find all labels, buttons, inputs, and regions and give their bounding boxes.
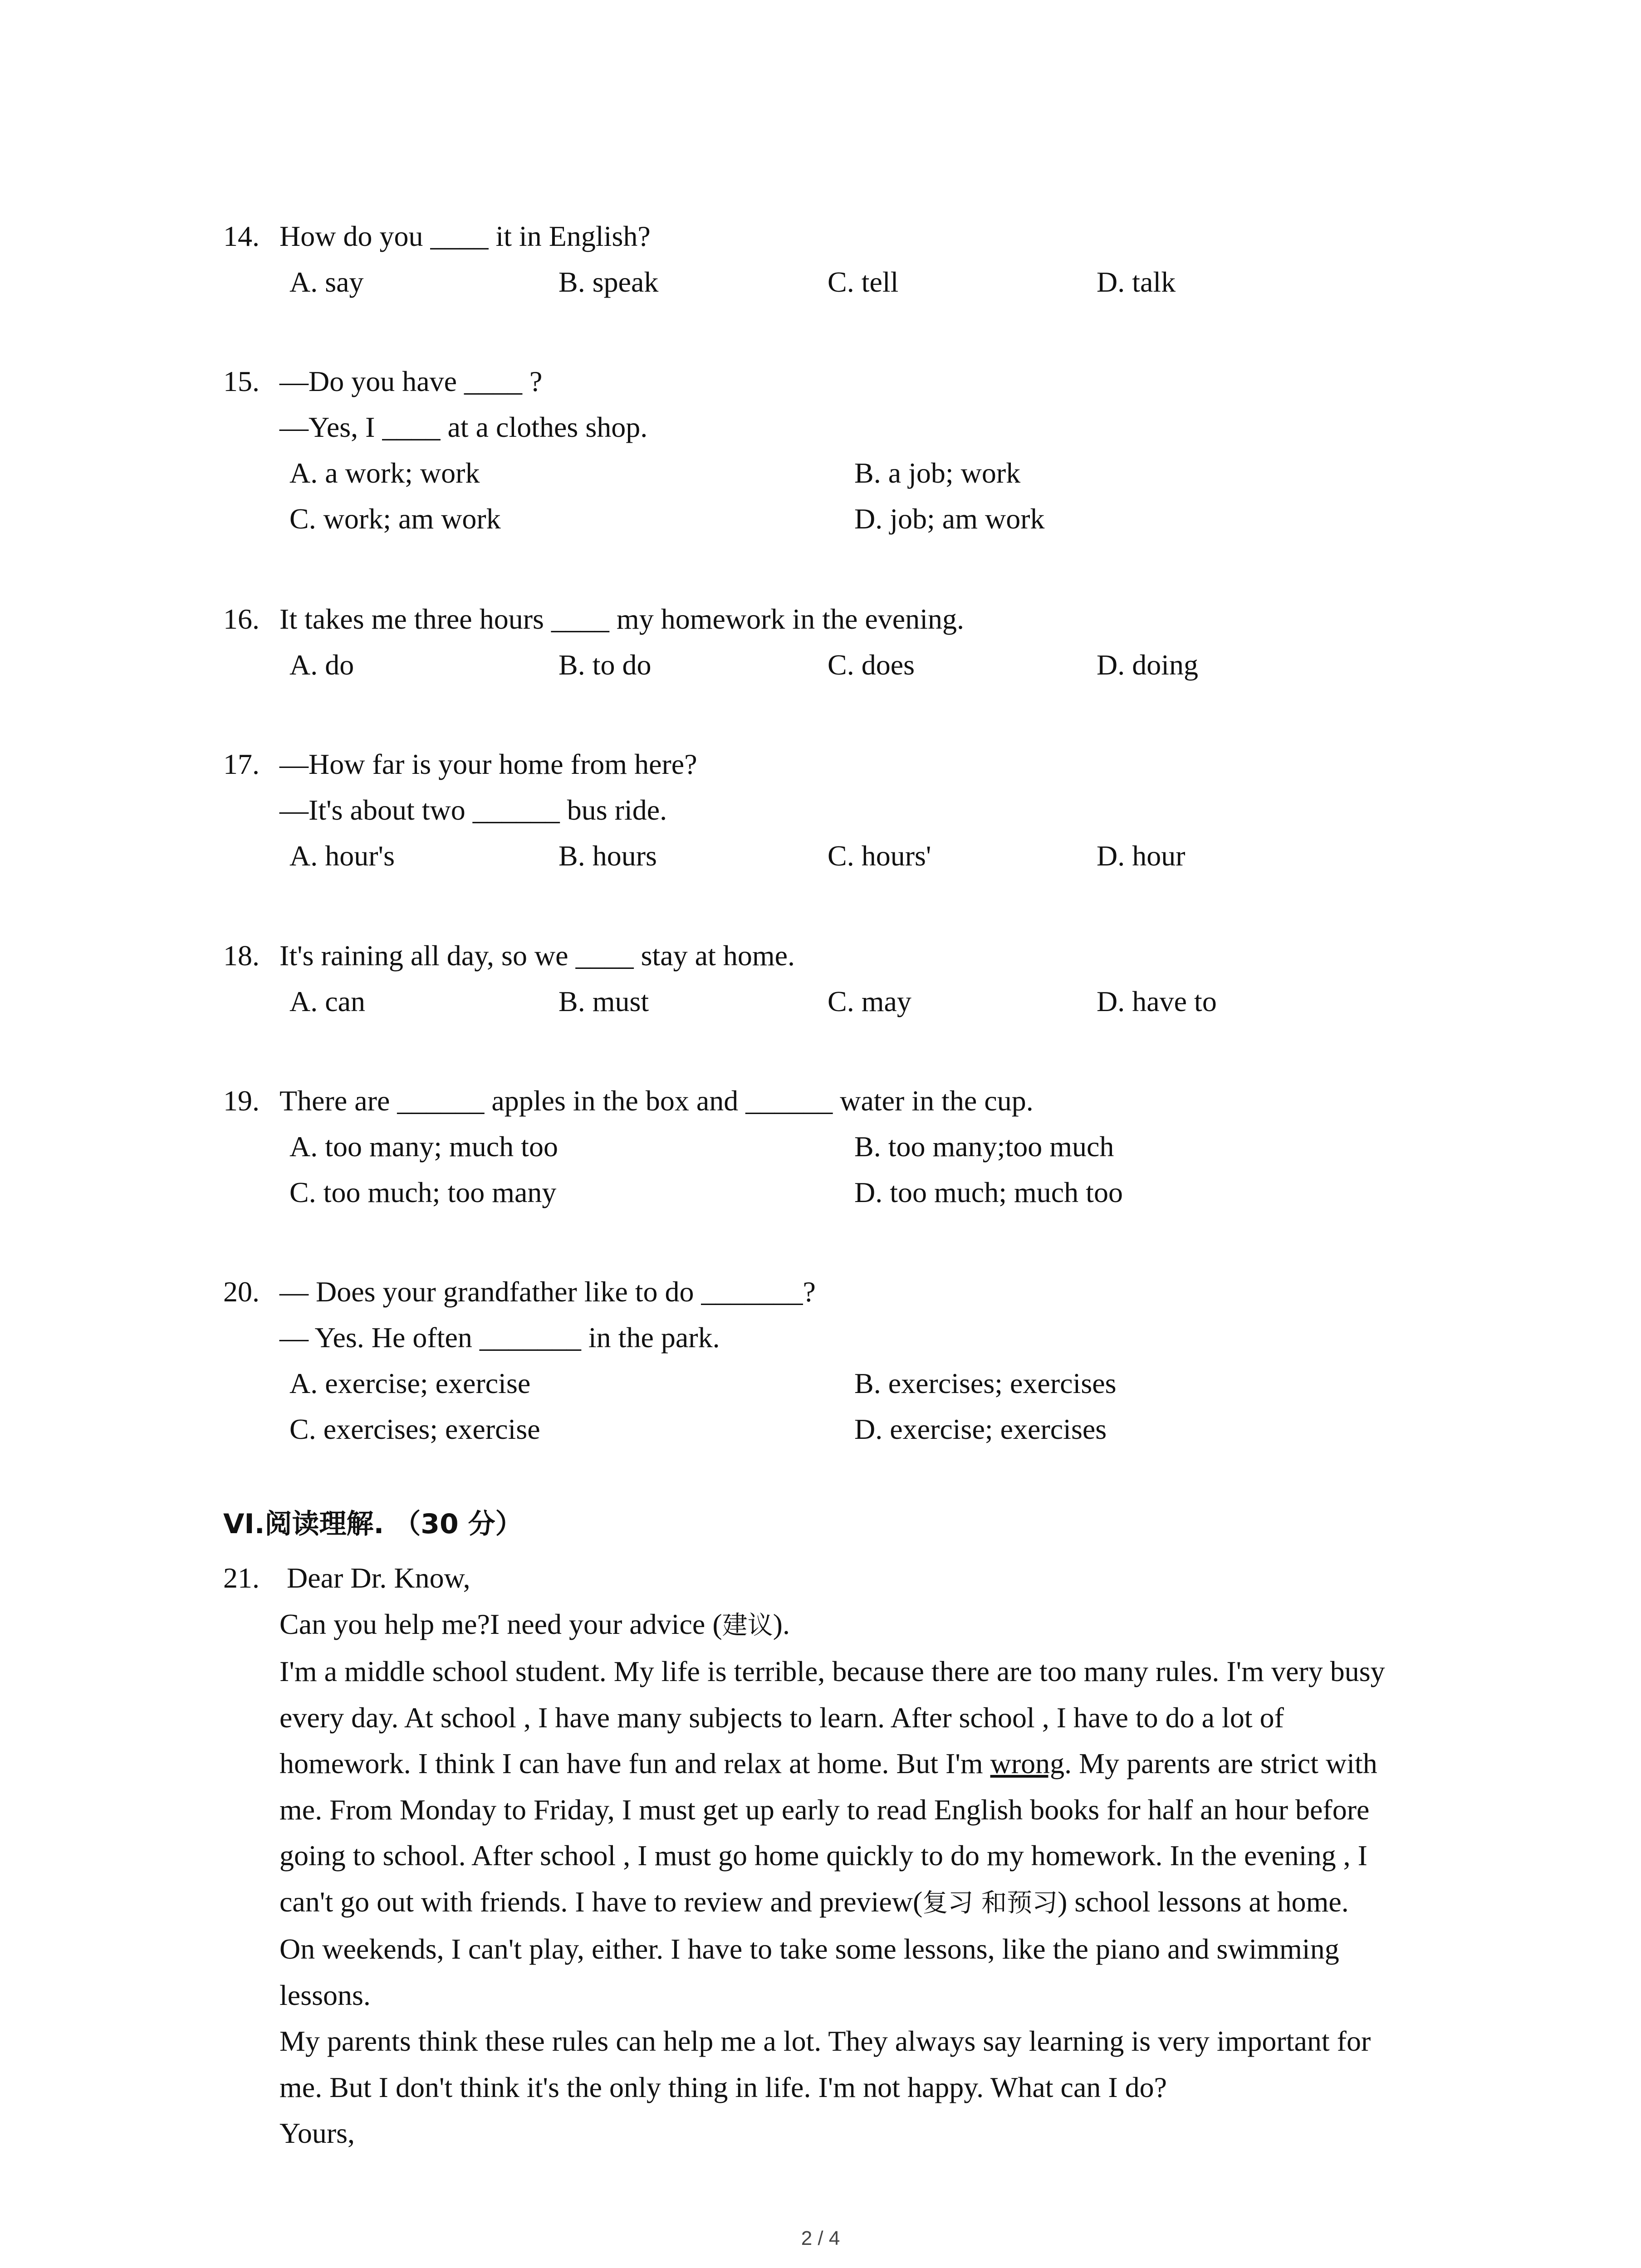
option-c[interactable]: C. may xyxy=(828,985,911,1017)
option-b[interactable]: B. a job; work xyxy=(854,457,1021,489)
passage-line: me. But I don't think it's the only thing in life. I'm not happy. What can I do? xyxy=(279,2071,1167,2103)
option-c[interactable]: C. exercises; exercise xyxy=(289,1413,540,1445)
option-d[interactable]: D. job; am work xyxy=(854,503,1045,535)
passage-line: My parents think these rules can help me a lot. They always say learning is very important for xyxy=(279,2025,1371,2057)
option-d[interactable]: D. hour xyxy=(1097,840,1185,872)
option-c[interactable]: C. hours' xyxy=(828,840,931,872)
passage-line xyxy=(223,1879,1448,1926)
passage-line: lessons. xyxy=(279,1979,371,2011)
question-number: 20. xyxy=(223,1276,260,1308)
question-16 xyxy=(223,596,1494,688)
option-a[interactable]: A. say xyxy=(289,266,364,298)
option-b[interactable]: B. hours xyxy=(558,840,657,872)
option-c[interactable]: C. tell xyxy=(828,266,899,298)
option-d[interactable]: D. doing xyxy=(1097,649,1198,681)
question-number: 15. xyxy=(223,365,260,397)
question-number: 16. xyxy=(223,603,260,635)
question-number: 21. xyxy=(223,1562,260,1594)
option-d[interactable]: D. too much; much too xyxy=(854,1176,1123,1208)
underlined-word: wrong xyxy=(990,1747,1065,1779)
text-segment: ) school lessons at home. xyxy=(1058,1885,1349,1918)
chinese-gloss: 复习 和预习 xyxy=(922,1888,1058,1918)
question-17 xyxy=(223,741,1494,879)
option-a[interactable]: A. do xyxy=(289,649,354,681)
option-a[interactable]: A. a work; work xyxy=(289,457,480,489)
question-text: —Yes, I ____ at a clothes shop. xyxy=(279,411,648,443)
question-text: It's raining all day, so we ____ stay at home. xyxy=(279,939,795,972)
option-b[interactable]: B. to do xyxy=(558,649,652,681)
option-b[interactable]: B. speak xyxy=(558,266,659,298)
passage-line: every day. At school , I have many subjects to learn. After school , I have to do a lot of xyxy=(279,1701,1284,1734)
passage-line: I'm a middle school student. My life is terrible, because there are too many rules. I'm very busy xyxy=(279,1655,1385,1687)
question-text: —Do you have ____ ? xyxy=(279,365,543,397)
question-14 xyxy=(223,213,1494,305)
text-segment: . My parents are strict with xyxy=(1064,1747,1377,1779)
reading-passage xyxy=(223,1555,1448,2156)
passage-line: On weekends, I can't play, either. I have to take some lessons, like the piano and swimming xyxy=(279,1933,1339,1965)
option-d[interactable]: D. talk xyxy=(1097,266,1176,298)
letter-greeting: Dear Dr. Know, xyxy=(287,1562,470,1594)
option-c[interactable]: C. too much; too many xyxy=(289,1176,557,1208)
question-20 xyxy=(223,1269,1494,1452)
question-text: How do you ____ it in English? xyxy=(279,220,651,252)
text-segment: can't go out with friends. I have to review and preview( xyxy=(279,1885,923,1918)
question-15 xyxy=(223,358,1494,542)
question-text: —How far is your home from here? xyxy=(279,748,697,780)
option-a[interactable]: A. can xyxy=(289,985,366,1017)
option-b[interactable]: B. too many;too much xyxy=(854,1130,1114,1163)
chinese-gloss: 建议 xyxy=(722,1610,773,1640)
question-text: It takes me three hours ____ my homework in the evening. xyxy=(279,603,964,635)
question-number: 14. xyxy=(223,220,260,252)
passage-line xyxy=(223,1601,1448,1649)
text-segment: ). xyxy=(773,1608,790,1640)
option-a[interactable]: A. hour's xyxy=(289,840,395,872)
option-a[interactable]: A. too many; much too xyxy=(289,1130,558,1163)
option-c[interactable]: C. work; am work xyxy=(289,503,501,535)
option-c[interactable]: C. does xyxy=(828,649,915,681)
option-b[interactable]: B. must xyxy=(558,985,649,1017)
reading-first-line xyxy=(223,1555,1448,1601)
question-number: 18. xyxy=(223,939,260,972)
question-text: — Does your grandfather like to do _______? xyxy=(279,1276,816,1308)
question-18 xyxy=(223,933,1494,1024)
text-segment: homework. I think I can have fun and relax at home. But I'm xyxy=(279,1747,990,1779)
text-segment: Can you help me?I need your advice ( xyxy=(279,1608,722,1640)
option-b[interactable]: B. exercises; exercises xyxy=(854,1367,1117,1399)
option-a[interactable]: A. exercise; exercise xyxy=(289,1367,531,1399)
question-number: 17. xyxy=(223,748,260,780)
section-heading: VI.阅读理解. （30 分） xyxy=(223,1508,523,1540)
question-19 xyxy=(223,1078,1494,1215)
question-number: 19. xyxy=(223,1085,260,1117)
passage-line: me. From Monday to Friday, I must get up early to read English books for half an hour before xyxy=(279,1793,1370,1826)
passage-line xyxy=(223,1740,1448,1787)
question-text: —It's about two ______ bus ride. xyxy=(279,794,667,826)
question-text: — Yes. He often _______ in the park. xyxy=(279,1321,720,1354)
option-d[interactable]: D. have to xyxy=(1097,985,1217,1017)
passage-line: going to school. After school , I must go home quickly to do my homework. In the evening , I xyxy=(279,1839,1367,1872)
option-d[interactable]: D. exercise; exercises xyxy=(854,1413,1107,1445)
page-number: 2 / 4 xyxy=(801,2227,840,2249)
letter-signoff: Yours, xyxy=(279,2117,355,2149)
question-text: There are ______ apples in the box and ______ water in the cup. xyxy=(279,1085,1034,1117)
